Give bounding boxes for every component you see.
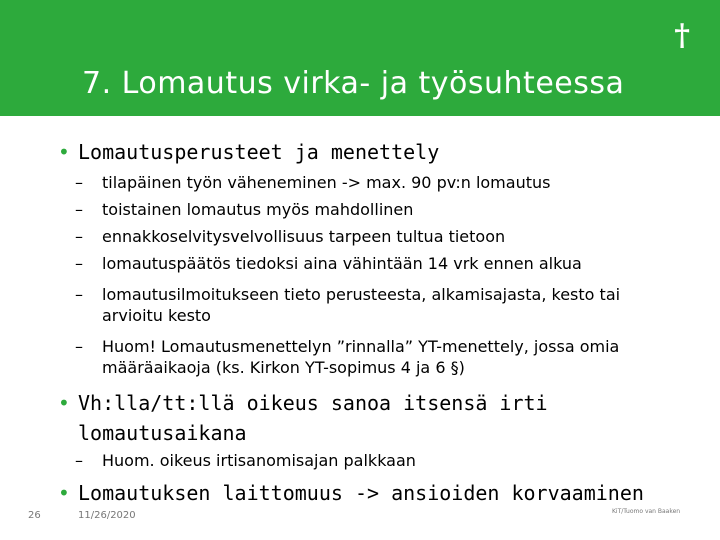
slide-source: KiT/Tuomo van Baaken xyxy=(612,508,681,515)
bullet-icon: • xyxy=(58,391,70,415)
sub-item-text: lomautuspäätös tiedoksi aina vähintään 14 vrk ennen alkua xyxy=(102,254,582,273)
bullet-label: lomautusaikana xyxy=(78,421,247,445)
bullet-label: Lomautusperusteet ja menettely xyxy=(78,140,440,164)
sub-item-text: lomautusilmoitukseen tieto perusteesta, alkamisajasta, kesto tai arvioitu kesto xyxy=(102,285,621,325)
sub-item-text: tilapäinen työn väheneminen -> max. 90 pv:n lomautus xyxy=(102,173,551,192)
dash-icon: – xyxy=(75,173,83,192)
slide-title: 7. Lomautus virka- ja työsuhteessa xyxy=(82,66,625,101)
sub-item-text: Huom! Lomautusmenettelyn ”rinnalla” YT-menettely, jossa omia määräaikaoja (ks. Kirkon YT-sopimus 4 ja 6 §) xyxy=(102,337,620,377)
slide-date: 11/26/2020 xyxy=(78,510,136,521)
bullet-label: Vh:lla/tt:llä oikeus sanoa itsensä irti xyxy=(78,391,548,415)
slide-number: 26 xyxy=(28,510,41,521)
bullet-icon: • xyxy=(58,481,70,505)
sub-item-text: ennakkoselvitysvelvollisuus tarpeen tultua tietoon xyxy=(102,227,506,246)
dash-icon: – xyxy=(75,337,83,356)
dash-icon: – xyxy=(75,254,83,273)
dash-icon: – xyxy=(75,200,83,219)
cross-icon: † xyxy=(674,18,690,53)
dash-icon: – xyxy=(75,285,83,304)
sub-item-text: Huom. oikeus irtisanomisajan palkkaan xyxy=(102,451,416,470)
dash-icon: – xyxy=(75,451,83,470)
bullet-label: Lomautuksen laittomuus -> ansioiden korvaaminen xyxy=(78,481,644,505)
sub-item-text: toistainen lomautus myös mahdollinen xyxy=(102,200,414,219)
bullet-icon: • xyxy=(58,140,70,164)
dash-icon: – xyxy=(75,227,83,246)
